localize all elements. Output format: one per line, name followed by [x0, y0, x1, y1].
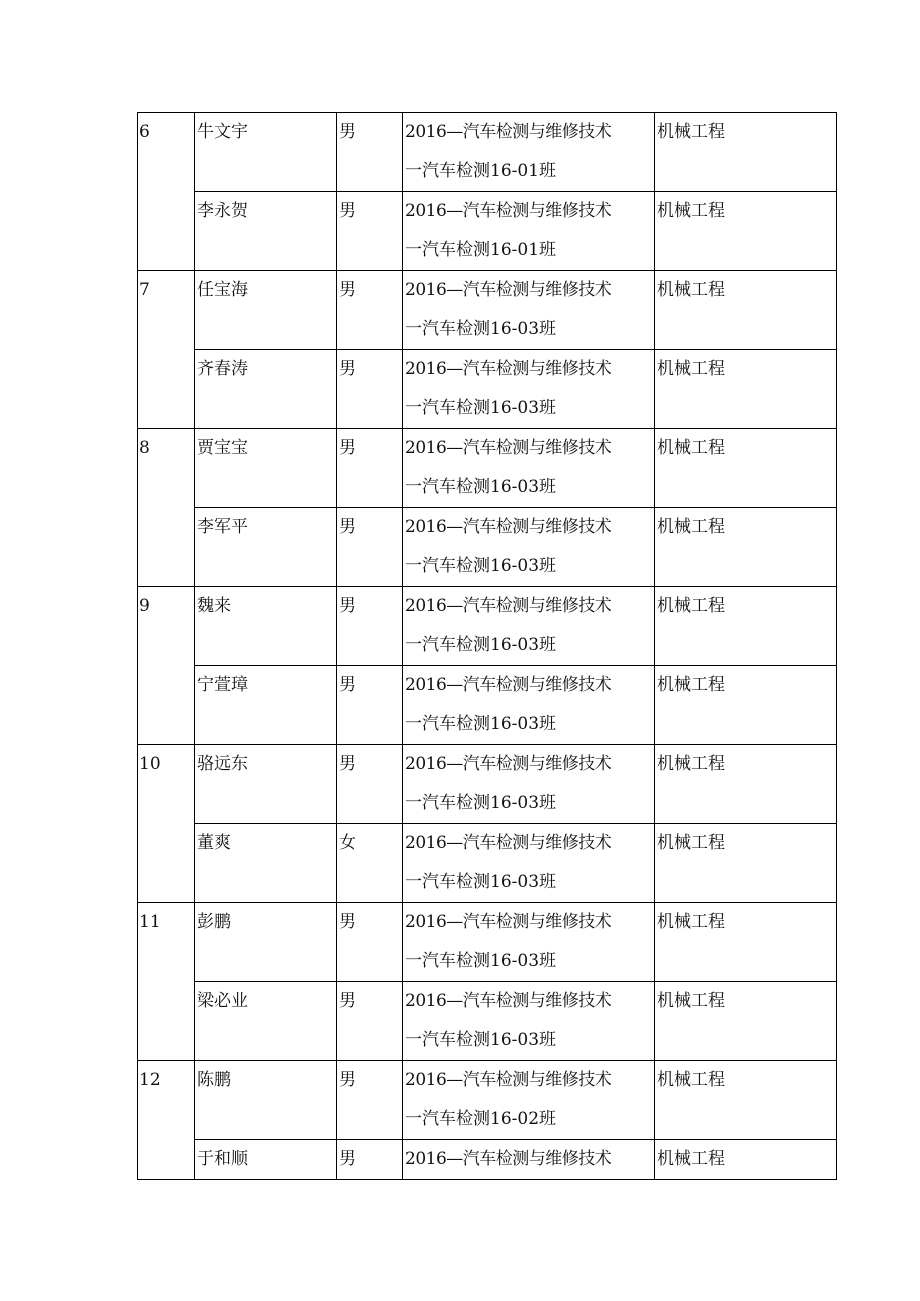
- student-name: 李军平: [197, 517, 248, 537]
- student-college: 机械工程: [657, 280, 725, 300]
- group-number: 7: [139, 280, 150, 300]
- class-cell: [403, 350, 655, 429]
- class-line-2: 一汽车检测16-03班: [405, 398, 557, 418]
- table-row: [138, 666, 837, 745]
- gender-cell: [337, 113, 403, 192]
- class-line-2: 一汽车检测16-02班: [405, 1109, 557, 1129]
- name-cell: [195, 982, 337, 1061]
- college-cell: [655, 429, 837, 508]
- student-name: 彭鹏: [197, 912, 231, 932]
- student-gender: 男: [339, 1149, 356, 1169]
- gender-cell: [337, 824, 403, 903]
- group-number-cell: [138, 429, 195, 587]
- college-cell: [655, 508, 837, 587]
- student-college: 机械工程: [657, 1070, 725, 1090]
- gender-cell: [337, 429, 403, 508]
- class-cell: [403, 587, 655, 666]
- student-name: 宁萱璋: [197, 675, 248, 695]
- group-number-cell: [138, 1061, 195, 1180]
- student-gender: 男: [339, 991, 356, 1011]
- class-line-2: 一汽车检测16-03班: [405, 635, 557, 655]
- student-college: 机械工程: [657, 517, 725, 537]
- table-row: [138, 903, 837, 982]
- student-college: 机械工程: [657, 438, 725, 458]
- table-row: [138, 745, 837, 824]
- student-college: 机械工程: [657, 1149, 725, 1169]
- student-name: 陈鹏: [197, 1070, 231, 1090]
- student-college: 机械工程: [657, 833, 725, 853]
- gender-cell: [337, 508, 403, 587]
- name-cell: [195, 113, 337, 192]
- name-cell: [195, 271, 337, 350]
- table-row: [138, 982, 837, 1061]
- college-cell: [655, 824, 837, 903]
- college-cell: [655, 587, 837, 666]
- class-line-2: 一汽车检测16-01班: [405, 240, 557, 260]
- student-college: 机械工程: [657, 596, 725, 616]
- name-cell: [195, 587, 337, 666]
- group-number: 12: [139, 1070, 161, 1090]
- student-college: 机械工程: [657, 201, 725, 221]
- class-line-1: 2016—汽车检测与维修技术: [405, 201, 612, 221]
- college-cell: [655, 271, 837, 350]
- table-row: [138, 350, 837, 429]
- table-row: [138, 1061, 837, 1140]
- gender-cell: [337, 587, 403, 666]
- class-line-2: 一汽车检测16-03班: [405, 556, 557, 576]
- class-line-1: 2016—汽车检测与维修技术: [405, 1149, 612, 1169]
- group-number: 11: [139, 912, 161, 932]
- group-number: 10: [139, 754, 161, 774]
- student-gender: 男: [339, 201, 356, 221]
- student-college: 机械工程: [657, 991, 725, 1011]
- name-cell: [195, 192, 337, 271]
- class-line-2: 一汽车检测16-03班: [405, 793, 557, 813]
- class-line-1: 2016—汽车检测与维修技术: [405, 122, 612, 142]
- name-cell: [195, 666, 337, 745]
- student-gender: 男: [339, 1070, 356, 1090]
- name-cell: [195, 1140, 337, 1180]
- class-line-2: 一汽车检测16-03班: [405, 477, 557, 497]
- gender-cell: [337, 192, 403, 271]
- gender-cell: [337, 666, 403, 745]
- class-line-2: 一汽车检测16-03班: [405, 1030, 557, 1050]
- student-gender: 男: [339, 359, 356, 379]
- roster-table: [137, 112, 837, 1180]
- group-number: 6: [139, 122, 150, 142]
- class-cell: [403, 903, 655, 982]
- college-cell: [655, 192, 837, 271]
- class-line-1: 2016—汽车检测与维修技术: [405, 991, 612, 1011]
- name-cell: [195, 903, 337, 982]
- student-gender: 男: [339, 754, 356, 774]
- group-number-cell: [138, 113, 195, 271]
- student-name: 骆远东: [197, 754, 248, 774]
- class-cell: [403, 824, 655, 903]
- group-number: 8: [139, 438, 150, 458]
- student-name: 梁必业: [197, 991, 248, 1011]
- class-cell: [403, 745, 655, 824]
- class-line-1: 2016—汽车检测与维修技术: [405, 912, 612, 932]
- student-name: 齐春涛: [197, 359, 248, 379]
- table-row: [138, 824, 837, 903]
- college-cell: [655, 113, 837, 192]
- table-row: [138, 429, 837, 508]
- table-row: [138, 271, 837, 350]
- college-cell: [655, 666, 837, 745]
- class-cell: [403, 271, 655, 350]
- student-gender: 男: [339, 596, 356, 616]
- class-cell: [403, 508, 655, 587]
- student-name: 董爽: [197, 833, 231, 853]
- group-number-cell: [138, 745, 195, 903]
- student-college: 机械工程: [657, 675, 725, 695]
- class-line-1: 2016—汽车检测与维修技术: [405, 675, 612, 695]
- gender-cell: [337, 745, 403, 824]
- class-line-2: 一汽车检测16-01班: [405, 161, 557, 181]
- gender-cell: [337, 903, 403, 982]
- class-cell: [403, 982, 655, 1061]
- student-college: 机械工程: [657, 359, 725, 379]
- table-row: [138, 1140, 837, 1180]
- college-cell: [655, 903, 837, 982]
- table-row: [138, 508, 837, 587]
- gender-cell: [337, 982, 403, 1061]
- group-number-cell: [138, 587, 195, 745]
- class-line-2: 一汽车检测16-03班: [405, 714, 557, 734]
- student-name: 于和顺: [197, 1149, 248, 1169]
- class-line-1: 2016—汽车检测与维修技术: [405, 359, 612, 379]
- class-line-1: 2016—汽车检测与维修技术: [405, 596, 612, 616]
- student-gender: 男: [339, 675, 356, 695]
- student-gender: 男: [339, 517, 356, 537]
- student-gender: 男: [339, 122, 356, 142]
- class-line-2: 一汽车检测16-03班: [405, 872, 557, 892]
- class-cell: [403, 113, 655, 192]
- table-row: [138, 587, 837, 666]
- gender-cell: [337, 271, 403, 350]
- table-row: [138, 113, 837, 192]
- class-line-2: 一汽车检测16-03班: [405, 951, 557, 971]
- group-number-cell: [138, 271, 195, 429]
- student-gender: 女: [339, 833, 356, 853]
- student-college: 机械工程: [657, 912, 725, 932]
- student-college: 机械工程: [657, 122, 725, 142]
- class-cell: [403, 1140, 655, 1180]
- student-college: 机械工程: [657, 754, 725, 774]
- gender-cell: [337, 350, 403, 429]
- class-line-1: 2016—汽车检测与维修技术: [405, 517, 612, 537]
- student-name: 牛文宇: [197, 122, 248, 142]
- student-name: 任宝海: [197, 280, 248, 300]
- college-cell: [655, 1140, 837, 1180]
- gender-cell: [337, 1061, 403, 1140]
- roster-table-body: [138, 113, 837, 1180]
- college-cell: [655, 982, 837, 1061]
- class-cell: [403, 192, 655, 271]
- student-name: 李永贺: [197, 201, 248, 221]
- student-name: 魏来: [197, 596, 231, 616]
- class-line-1: 2016—汽车检测与维修技术: [405, 754, 612, 774]
- class-cell: [403, 1061, 655, 1140]
- class-line-1: 2016—汽车检测与维修技术: [405, 833, 612, 853]
- student-name: 贾宝宝: [197, 438, 248, 458]
- table-row: [138, 192, 837, 271]
- college-cell: [655, 745, 837, 824]
- college-cell: [655, 1061, 837, 1140]
- name-cell: [195, 508, 337, 587]
- class-line-1: 2016—汽车检测与维修技术: [405, 280, 612, 300]
- name-cell: [195, 350, 337, 429]
- college-cell: [655, 350, 837, 429]
- group-number-cell: [138, 903, 195, 1061]
- class-cell: [403, 429, 655, 508]
- class-cell: [403, 666, 655, 745]
- name-cell: [195, 1061, 337, 1140]
- student-gender: 男: [339, 438, 356, 458]
- name-cell: [195, 824, 337, 903]
- class-line-1: 2016—汽车检测与维修技术: [405, 1070, 612, 1090]
- name-cell: [195, 745, 337, 824]
- gender-cell: [337, 1140, 403, 1180]
- name-cell: [195, 429, 337, 508]
- student-gender: 男: [339, 912, 356, 932]
- group-number: 9: [139, 596, 150, 616]
- student-gender: 男: [339, 280, 356, 300]
- class-line-1: 2016—汽车检测与维修技术: [405, 438, 612, 458]
- class-line-2: 一汽车检测16-03班: [405, 319, 557, 339]
